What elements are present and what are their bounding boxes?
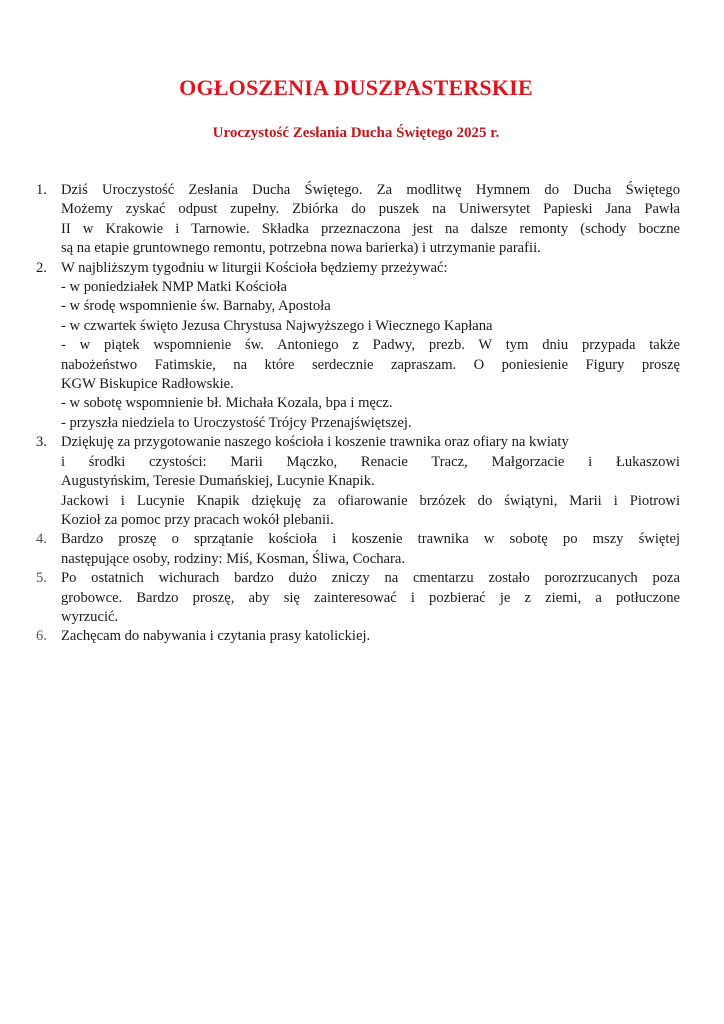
text-line: Bardzo proszę o sprzątanie kościoła i koszenie trawnika w sobotę po mszy świętej [61, 531, 680, 548]
text-line: są na etapie gruntownego remontu, potrzebna nowa barierka) i utrzymanie parafii. [61, 240, 541, 257]
item-number: 6. [36, 628, 47, 645]
text-line: Po ostatnich wichurach bardzo dużo zniczy na cmentarzu zostało porozrzucanych poza [61, 570, 680, 587]
text-line: nabożeństwo Fatimskie, na które serdecznie zapraszam. O poniesienie Figury proszę [61, 356, 680, 373]
text-line: - w czwartek święto Jezusa Chrystusa Najwyższego i Wiecznego Kapłana [61, 317, 493, 334]
text-line: - w środę wspomnienie św. Barnaby, Apostoła [61, 298, 331, 315]
announcement-item-6 [0, 627, 680, 646]
announcement-item-3 [0, 433, 680, 530]
text-line: Możemy zyskać odpust zupełny. Zbiórka do puszek na Uniwersytet Papieski Jana Pawła [61, 201, 680, 218]
text-line: W najbliższym tygodniu w liturgii Kościoła będziemy przeżywać: [61, 259, 448, 276]
item-number: 3. [36, 434, 47, 451]
announcement-item-2 [0, 259, 680, 434]
text-line: i środki czystości: Marii Mączko, Renacie Tracz, Małgorzacie i Łukaszowi [61, 453, 680, 470]
text-line: wyrzucić. [61, 608, 119, 625]
announcements-list [0, 181, 724, 647]
text-line: - przyszła niedziela to Uroczystość Trójcy Przenajświętszej. [61, 414, 412, 431]
announcement-item-4 [0, 530, 680, 569]
text-line: grobowce. Bardzo proszę, aby się zainteresować i pozbierać je z ziemi, a potłuczone [61, 589, 680, 606]
text-line: Dziś Uroczystość Zesłania Ducha Świętego. Za modlitwę Hymnem do Ducha Świętego [61, 182, 680, 198]
item-number: 2. [36, 259, 47, 276]
text-line: Kozioł za pomoc przy pracach wokół plebanii. [61, 511, 334, 528]
text-line: KGW Biskupice Radłowskie. [61, 376, 234, 393]
page-subtitle: Uroczystość Zesłania Ducha Świętego 2025 r. [212, 125, 500, 141]
item-number: 5. [36, 570, 47, 587]
text-line: Jackowi i Lucynie Knapik dziękuję za ofiarowanie brzózek do świątyni, Marii i Piotrowi [61, 492, 680, 509]
item-number: 1. [36, 182, 47, 198]
text-line: Dziękuję za przygotowanie naszego kościoła i koszenie trawnika oraz ofiary na kwiaty [61, 434, 569, 451]
text-line: Zachęcam do nabywania i czytania prasy katolickiej. [61, 628, 371, 645]
announcement-item-5 [0, 569, 680, 627]
text-line: Augustyńskim, Teresie Dumańskiej, Lucynie Knapik. [61, 473, 375, 490]
text-line: następujące osoby, rodziny: Miś, Kosman, Śliwa, Cochara. [61, 550, 405, 567]
page-title: OGŁOSZENIA DUSZPASTERSKIE [179, 75, 533, 100]
text-line: - w piątek wspomnienie św. Antoniego z Padwy, prezb. W tym dniu przypada także [61, 337, 680, 354]
text-line: - w poniedziałek NMP Matki Kościoła [61, 279, 288, 296]
text-line: II w Krakowie i Tarnowie. Składka przeznaczona jest na dalsze remonty (schody boczne [61, 220, 680, 237]
announcement-item-1 [0, 181, 680, 259]
text-line: - w sobotę wspomnienie bł. Michała Kozala, bpa i męcz. [61, 395, 393, 412]
item-number: 4. [36, 531, 47, 548]
